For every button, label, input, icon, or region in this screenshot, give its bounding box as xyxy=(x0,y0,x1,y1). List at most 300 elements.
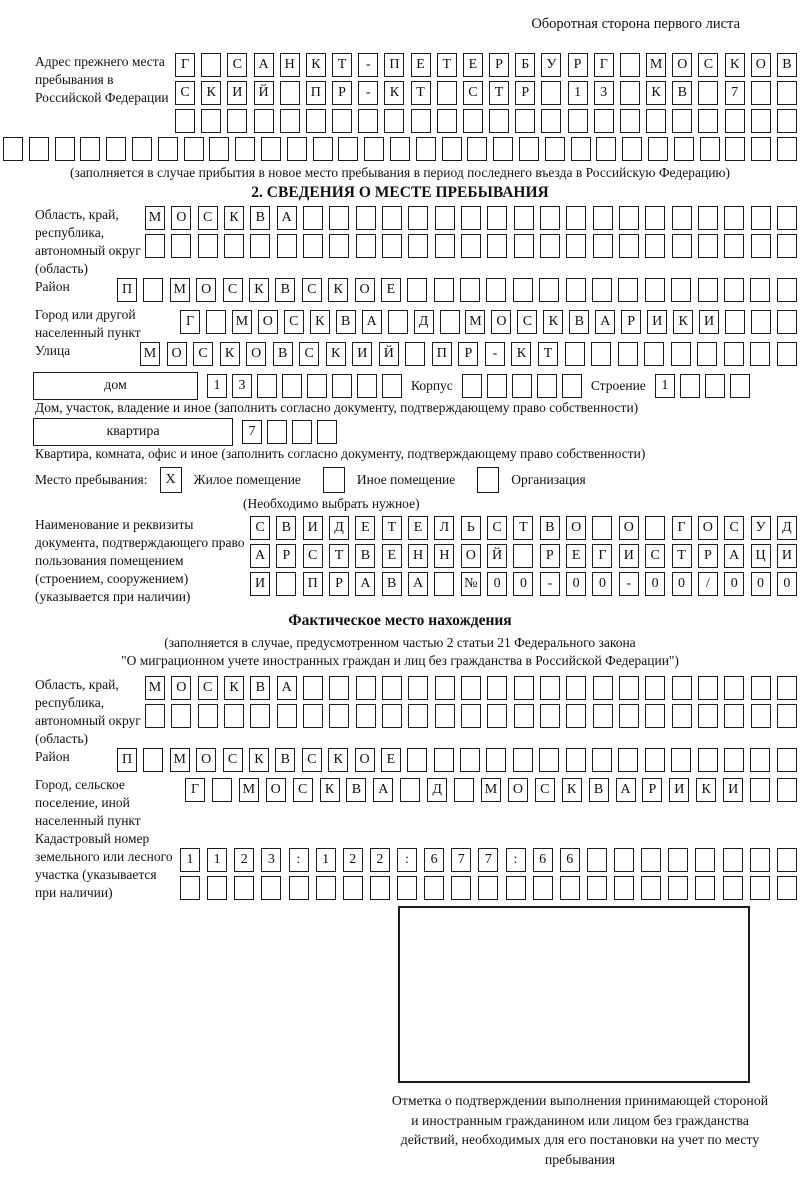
char-box[interactable] xyxy=(698,278,718,302)
char-box[interactable] xyxy=(184,137,204,161)
char-box[interactable] xyxy=(461,704,481,728)
char-box[interactable] xyxy=(338,137,358,161)
char-box[interactable] xyxy=(356,704,376,728)
char-box[interactable]: К xyxy=(326,342,346,366)
char-box[interactable] xyxy=(514,234,534,258)
char-box[interactable]: Т xyxy=(672,544,692,568)
char-box[interactable]: П xyxy=(306,81,326,105)
char-box[interactable]: 1 xyxy=(207,374,227,398)
char-box[interactable]: Д xyxy=(329,516,349,540)
char-box[interactable] xyxy=(698,81,718,105)
char-box[interactable] xyxy=(751,109,771,133)
char-box[interactable] xyxy=(307,374,327,398)
char-box[interactable]: О xyxy=(355,748,375,772)
char-box[interactable] xyxy=(206,310,226,334)
char-box[interactable] xyxy=(614,848,634,872)
char-box[interactable]: М xyxy=(646,53,666,77)
char-box[interactable] xyxy=(408,704,428,728)
char-box[interactable]: О xyxy=(171,206,191,230)
char-box[interactable] xyxy=(277,704,297,728)
char-box[interactable] xyxy=(671,342,691,366)
char-box[interactable]: С xyxy=(645,544,665,568)
char-box[interactable] xyxy=(478,876,498,900)
char-box[interactable]: 7 xyxy=(451,848,471,872)
char-box[interactable] xyxy=(384,109,404,133)
char-box[interactable] xyxy=(370,876,390,900)
char-box[interactable] xyxy=(777,342,797,366)
char-box[interactable] xyxy=(209,137,229,161)
char-box[interactable]: 3 xyxy=(232,374,252,398)
char-box[interactable] xyxy=(416,137,436,161)
char-box[interactable] xyxy=(540,704,560,728)
char-box[interactable]: А xyxy=(595,310,615,334)
char-box[interactable] xyxy=(382,704,402,728)
char-box[interactable] xyxy=(591,342,611,366)
char-box[interactable]: Р xyxy=(698,544,718,568)
char-box[interactable] xyxy=(533,876,553,900)
char-box[interactable]: М xyxy=(170,748,190,772)
char-box[interactable]: Д xyxy=(777,516,797,540)
char-box[interactable] xyxy=(566,676,586,700)
char-box[interactable] xyxy=(750,748,770,772)
char-box[interactable] xyxy=(724,748,744,772)
char-box[interactable]: К xyxy=(224,676,244,700)
char-box[interactable]: С xyxy=(175,81,195,105)
char-box[interactable]: - xyxy=(619,572,639,596)
char-box[interactable] xyxy=(306,109,326,133)
char-box[interactable] xyxy=(332,374,352,398)
char-box[interactable]: К xyxy=(646,81,666,105)
char-box[interactable] xyxy=(594,109,614,133)
char-box[interactable]: - xyxy=(358,53,378,77)
char-box[interactable] xyxy=(171,704,191,728)
char-box[interactable] xyxy=(303,234,323,258)
char-box[interactable] xyxy=(461,234,481,258)
char-box[interactable] xyxy=(750,278,770,302)
char-box[interactable] xyxy=(224,234,244,258)
char-box[interactable]: 2 xyxy=(234,848,254,872)
char-box[interactable]: 3 xyxy=(261,848,281,872)
char-box[interactable] xyxy=(487,704,507,728)
char-box[interactable] xyxy=(461,206,481,230)
char-box[interactable] xyxy=(751,206,771,230)
char-box[interactable] xyxy=(3,137,23,161)
char-box[interactable]: О xyxy=(566,516,586,540)
char-box[interactable]: И xyxy=(303,516,323,540)
char-box[interactable] xyxy=(287,137,307,161)
char-box[interactable] xyxy=(730,374,750,398)
char-box[interactable]: 1 xyxy=(316,848,336,872)
char-box[interactable]: В xyxy=(777,53,797,77)
char-box[interactable] xyxy=(460,278,480,302)
char-box[interactable]: С xyxy=(284,310,304,334)
char-box[interactable] xyxy=(641,848,661,872)
char-box[interactable] xyxy=(382,676,402,700)
char-box[interactable] xyxy=(316,876,336,900)
char-box[interactable] xyxy=(145,704,165,728)
checkbox-other-premises[interactable] xyxy=(323,467,345,493)
char-box[interactable]: Д xyxy=(414,310,434,334)
char-box[interactable] xyxy=(777,748,797,772)
char-box[interactable] xyxy=(282,374,302,398)
char-box[interactable]: У xyxy=(541,53,561,77)
char-box[interactable]: Т xyxy=(332,53,352,77)
char-box[interactable]: П xyxy=(432,342,452,366)
char-box[interactable] xyxy=(645,748,665,772)
char-box[interactable]: И xyxy=(777,544,797,568)
char-box[interactable]: С xyxy=(223,278,243,302)
char-box[interactable]: Л xyxy=(434,516,454,540)
char-box[interactable]: К xyxy=(249,278,269,302)
char-box[interactable] xyxy=(641,876,661,900)
char-box[interactable] xyxy=(408,206,428,230)
char-box[interactable] xyxy=(724,342,744,366)
char-box[interactable]: В xyxy=(346,778,366,802)
char-box[interactable] xyxy=(566,748,586,772)
char-box[interactable]: А xyxy=(616,778,636,802)
char-box[interactable] xyxy=(645,234,665,258)
char-box[interactable] xyxy=(618,278,638,302)
char-box[interactable]: О xyxy=(491,310,511,334)
char-box[interactable]: С xyxy=(724,516,744,540)
char-box[interactable] xyxy=(751,704,771,728)
char-box[interactable] xyxy=(777,278,797,302)
char-box[interactable]: К xyxy=(543,310,563,334)
char-box[interactable]: Е xyxy=(566,544,586,568)
char-box[interactable]: Б xyxy=(515,53,535,77)
char-box[interactable] xyxy=(434,572,454,596)
char-box[interactable]: В xyxy=(250,676,270,700)
char-box[interactable]: Г xyxy=(672,516,692,540)
char-box[interactable] xyxy=(514,206,534,230)
char-box[interactable]: И xyxy=(227,81,247,105)
char-box[interactable]: О xyxy=(672,53,692,77)
char-box[interactable]: М xyxy=(145,206,165,230)
char-box[interactable] xyxy=(451,876,471,900)
char-box[interactable] xyxy=(487,676,507,700)
char-box[interactable]: О xyxy=(266,778,286,802)
char-box[interactable] xyxy=(619,676,639,700)
char-box[interactable]: В xyxy=(275,278,295,302)
char-box[interactable] xyxy=(435,234,455,258)
char-box[interactable] xyxy=(698,704,718,728)
char-box[interactable] xyxy=(486,748,506,772)
char-box[interactable] xyxy=(55,137,75,161)
char-box[interactable] xyxy=(724,278,744,302)
char-box[interactable] xyxy=(725,310,745,334)
char-box[interactable]: К xyxy=(328,748,348,772)
char-box[interactable] xyxy=(512,374,532,398)
char-box[interactable]: Ц xyxy=(751,544,771,568)
char-box[interactable]: 7 xyxy=(242,420,262,444)
char-box[interactable]: 0 xyxy=(592,572,612,596)
char-box[interactable] xyxy=(257,374,277,398)
char-box[interactable] xyxy=(695,876,715,900)
char-box[interactable]: : xyxy=(506,848,526,872)
char-box[interactable]: Т xyxy=(513,516,533,540)
char-box[interactable]: В xyxy=(382,572,402,596)
char-box[interactable] xyxy=(80,137,100,161)
char-box[interactable] xyxy=(725,109,745,133)
char-box[interactable] xyxy=(317,420,337,444)
char-box[interactable]: - xyxy=(485,342,505,366)
char-box[interactable] xyxy=(487,234,507,258)
char-box[interactable] xyxy=(261,137,281,161)
char-box[interactable] xyxy=(645,206,665,230)
char-box[interactable] xyxy=(724,206,744,230)
char-box[interactable]: М xyxy=(170,278,190,302)
char-box[interactable] xyxy=(725,137,745,161)
char-box[interactable]: Р xyxy=(489,53,509,77)
char-box[interactable] xyxy=(620,109,640,133)
char-box[interactable] xyxy=(408,234,428,258)
char-box[interactable] xyxy=(250,234,270,258)
char-box[interactable]: 1 xyxy=(180,848,200,872)
char-box[interactable] xyxy=(700,137,720,161)
char-box[interactable] xyxy=(562,374,582,398)
char-box[interactable]: А xyxy=(277,676,297,700)
char-box[interactable]: С xyxy=(227,53,247,77)
char-box[interactable]: А xyxy=(408,572,428,596)
char-box[interactable]: 7 xyxy=(725,81,745,105)
char-box[interactable]: О xyxy=(246,342,266,366)
char-box[interactable] xyxy=(332,109,352,133)
char-box[interactable] xyxy=(313,137,333,161)
char-box[interactable]: Н xyxy=(408,544,428,568)
char-box[interactable]: К xyxy=(511,342,531,366)
char-box[interactable] xyxy=(250,704,270,728)
char-box[interactable] xyxy=(671,748,691,772)
char-box[interactable] xyxy=(329,704,349,728)
char-box[interactable] xyxy=(212,778,232,802)
char-box[interactable]: А xyxy=(362,310,382,334)
char-box[interactable]: К xyxy=(224,206,244,230)
char-box[interactable]: О xyxy=(619,516,639,540)
char-box[interactable]: М xyxy=(465,310,485,334)
char-box[interactable] xyxy=(644,342,664,366)
char-box[interactable] xyxy=(198,704,218,728)
char-box[interactable] xyxy=(698,109,718,133)
char-box[interactable]: И xyxy=(250,572,270,596)
char-box[interactable] xyxy=(411,109,431,133)
char-box[interactable]: Р xyxy=(276,544,296,568)
char-box[interactable]: К xyxy=(220,342,240,366)
char-box[interactable] xyxy=(435,676,455,700)
char-box[interactable]: М xyxy=(145,676,165,700)
char-box[interactable] xyxy=(201,109,221,133)
char-box[interactable] xyxy=(565,342,585,366)
char-box[interactable] xyxy=(356,676,376,700)
char-box[interactable]: П xyxy=(303,572,323,596)
char-box[interactable]: 0 xyxy=(513,572,533,596)
char-box[interactable]: В xyxy=(273,342,293,366)
char-box[interactable] xyxy=(568,109,588,133)
char-box[interactable] xyxy=(672,206,692,230)
char-box[interactable] xyxy=(437,81,457,105)
char-box[interactable]: Т xyxy=(411,81,431,105)
char-box[interactable]: И xyxy=(619,544,639,568)
char-box[interactable] xyxy=(618,748,638,772)
char-box[interactable] xyxy=(397,876,417,900)
char-box[interactable] xyxy=(646,109,666,133)
char-box[interactable]: 6 xyxy=(560,848,580,872)
char-box[interactable] xyxy=(487,206,507,230)
char-box[interactable] xyxy=(587,876,607,900)
char-box[interactable] xyxy=(566,234,586,258)
char-box[interactable] xyxy=(486,278,506,302)
char-box[interactable] xyxy=(618,342,638,366)
char-box[interactable]: Г xyxy=(175,53,195,77)
char-box[interactable] xyxy=(437,109,457,133)
char-box[interactable]: Й xyxy=(487,544,507,568)
char-box[interactable] xyxy=(489,109,509,133)
char-box[interactable]: 6 xyxy=(533,848,553,872)
char-box[interactable]: С xyxy=(198,676,218,700)
char-box[interactable] xyxy=(357,374,377,398)
char-box[interactable] xyxy=(234,876,254,900)
char-box[interactable] xyxy=(276,572,296,596)
char-box[interactable] xyxy=(619,704,639,728)
char-box[interactable]: Е xyxy=(408,516,428,540)
char-box[interactable] xyxy=(462,374,482,398)
char-box[interactable]: В xyxy=(540,516,560,540)
char-box[interactable] xyxy=(405,342,425,366)
char-box[interactable] xyxy=(674,137,694,161)
char-box[interactable]: Т xyxy=(382,516,402,540)
char-box[interactable] xyxy=(143,748,163,772)
char-box[interactable] xyxy=(777,704,797,728)
char-box[interactable] xyxy=(280,109,300,133)
char-box[interactable] xyxy=(434,748,454,772)
char-box[interactable] xyxy=(454,778,474,802)
char-box[interactable]: А xyxy=(277,206,297,230)
char-box[interactable] xyxy=(587,848,607,872)
char-box[interactable] xyxy=(289,876,309,900)
char-box[interactable] xyxy=(672,676,692,700)
char-box[interactable] xyxy=(672,704,692,728)
char-box[interactable] xyxy=(537,374,557,398)
char-box[interactable]: 0 xyxy=(751,572,771,596)
char-box[interactable] xyxy=(645,704,665,728)
char-box[interactable]: С xyxy=(198,206,218,230)
char-box[interactable] xyxy=(329,676,349,700)
char-box[interactable] xyxy=(540,676,560,700)
char-box[interactable] xyxy=(514,704,534,728)
char-box[interactable] xyxy=(175,109,195,133)
char-box[interactable] xyxy=(698,206,718,230)
char-box[interactable]: В xyxy=(672,81,692,105)
char-box[interactable] xyxy=(463,109,483,133)
char-box[interactable] xyxy=(571,137,591,161)
char-box[interactable]: Р xyxy=(332,81,352,105)
char-box[interactable] xyxy=(382,234,402,258)
char-box[interactable]: В xyxy=(355,544,375,568)
char-box[interactable] xyxy=(697,342,717,366)
char-box[interactable] xyxy=(515,109,535,133)
char-box[interactable]: Е xyxy=(463,53,483,77)
char-box[interactable]: 0 xyxy=(645,572,665,596)
char-box[interactable]: О xyxy=(698,516,718,540)
char-box[interactable]: К xyxy=(306,53,326,77)
char-box[interactable]: Н xyxy=(434,544,454,568)
char-box[interactable]: В xyxy=(250,206,270,230)
char-box[interactable]: С xyxy=(303,544,323,568)
char-box[interactable] xyxy=(596,137,616,161)
char-box[interactable] xyxy=(519,137,539,161)
char-box[interactable]: П xyxy=(384,53,404,77)
char-box[interactable]: : xyxy=(289,848,309,872)
char-box[interactable]: О xyxy=(355,278,375,302)
char-box[interactable]: Т xyxy=(437,53,457,77)
char-box[interactable]: Д xyxy=(427,778,447,802)
char-box[interactable]: О xyxy=(461,544,481,568)
char-box[interactable] xyxy=(513,278,533,302)
char-box[interactable] xyxy=(390,137,410,161)
char-box[interactable] xyxy=(750,778,770,802)
char-box[interactable] xyxy=(777,676,797,700)
checkbox-organization[interactable] xyxy=(477,467,499,493)
char-box[interactable]: Т xyxy=(489,81,509,105)
char-box[interactable] xyxy=(671,278,691,302)
char-box[interactable]: С xyxy=(299,342,319,366)
char-box[interactable]: С xyxy=(293,778,313,802)
char-box[interactable] xyxy=(645,278,665,302)
char-box[interactable]: К xyxy=(725,53,745,77)
char-box[interactable] xyxy=(267,420,287,444)
char-box[interactable] xyxy=(541,109,561,133)
char-box[interactable] xyxy=(442,137,462,161)
char-box[interactable]: М xyxy=(239,778,259,802)
char-box[interactable]: : xyxy=(397,848,417,872)
char-box[interactable] xyxy=(440,310,460,334)
char-box[interactable] xyxy=(592,516,612,540)
char-box[interactable]: К xyxy=(696,778,716,802)
char-box[interactable] xyxy=(648,137,668,161)
char-box[interactable]: Е xyxy=(355,516,375,540)
char-box[interactable] xyxy=(566,278,586,302)
char-box[interactable] xyxy=(303,704,323,728)
char-box[interactable]: П xyxy=(117,748,137,772)
char-box[interactable]: Р xyxy=(515,81,535,105)
char-box[interactable] xyxy=(777,848,797,872)
char-box[interactable] xyxy=(224,704,244,728)
char-box[interactable]: У xyxy=(751,516,771,540)
char-box[interactable] xyxy=(539,278,559,302)
char-box[interactable]: 1 xyxy=(207,848,227,872)
char-box[interactable] xyxy=(698,748,718,772)
char-box[interactable]: О xyxy=(258,310,278,334)
char-box[interactable] xyxy=(201,53,221,77)
char-box[interactable] xyxy=(680,374,700,398)
char-box[interactable]: Р xyxy=(540,544,560,568)
char-box[interactable]: К xyxy=(562,778,582,802)
char-box[interactable] xyxy=(207,876,227,900)
char-box[interactable]: С xyxy=(698,53,718,77)
char-box[interactable]: Е xyxy=(382,544,402,568)
char-box[interactable] xyxy=(424,876,444,900)
char-box[interactable] xyxy=(303,676,323,700)
char-box[interactable] xyxy=(751,676,771,700)
char-box[interactable]: М xyxy=(140,342,160,366)
char-box[interactable]: Р xyxy=(621,310,641,334)
char-box[interactable] xyxy=(723,876,743,900)
char-box[interactable] xyxy=(541,81,561,105)
char-box[interactable] xyxy=(751,234,771,258)
char-box[interactable]: О xyxy=(167,342,187,366)
char-box[interactable]: О xyxy=(751,53,771,77)
char-box[interactable]: И xyxy=(699,310,719,334)
char-box[interactable] xyxy=(506,876,526,900)
